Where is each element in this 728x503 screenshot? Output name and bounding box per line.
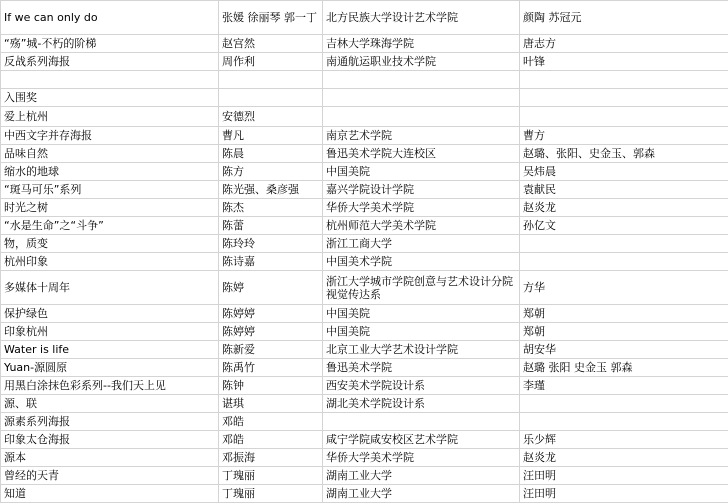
advisor-cell[interactable]: 胡安华	[520, 341, 728, 359]
table-row	[1, 271, 728, 305]
advisor-cell[interactable]: 吴炜晨	[520, 163, 728, 181]
author-cell[interactable]: 曹凡	[219, 127, 323, 145]
school-cell[interactable]: 咸宁学院咸安校区艺术学院	[323, 431, 520, 449]
author-cell[interactable]: 丁瑰丽	[219, 485, 323, 503]
school-cell[interactable]: 西安美术学院设计系	[323, 377, 520, 395]
work-title-cell[interactable]: 入围奖	[1, 89, 219, 107]
author-cell[interactable]	[219, 71, 323, 89]
advisor-cell[interactable]	[520, 413, 728, 431]
work-title-cell[interactable]: If we can only do	[1, 1, 219, 35]
table-row	[1, 431, 728, 449]
table-row	[1, 235, 728, 253]
table-row	[1, 35, 728, 53]
table-row	[1, 485, 728, 503]
advisor-cell[interactable]: 郑朝	[520, 323, 728, 341]
advisor-cell[interactable]: 方华	[520, 271, 728, 305]
author-cell[interactable]: 陈晨	[219, 145, 323, 163]
school-cell[interactable]: 浙江工商大学	[323, 235, 520, 253]
table-row	[1, 377, 728, 395]
advisor-cell[interactable]: 颜陶 苏冠元	[520, 1, 728, 35]
school-cell[interactable]: 中国美院	[323, 323, 520, 341]
school-cell[interactable]: 南通航运职业技术学院	[323, 53, 520, 71]
advisor-cell[interactable]: 赵炎龙	[520, 449, 728, 467]
school-cell[interactable]: 中国美术学院	[323, 253, 520, 271]
work-title-cell[interactable]: 爱上杭州	[1, 107, 219, 127]
school-cell[interactable]: 湖南工业大学	[323, 467, 520, 485]
work-title-cell[interactable]: 源、联	[1, 395, 219, 413]
advisor-cell[interactable]: 叶锋	[520, 53, 728, 71]
work-title-cell[interactable]: Yuan-源圆原	[1, 359, 219, 377]
author-cell[interactable]: 陈蕾	[219, 217, 323, 235]
work-title-cell[interactable]: Water is life	[1, 341, 219, 359]
author-cell[interactable]: 陈方	[219, 163, 323, 181]
advisor-cell[interactable]	[520, 235, 728, 253]
advisor-cell[interactable]	[520, 71, 728, 89]
table-row	[1, 413, 728, 431]
advisor-cell[interactable]	[520, 253, 728, 271]
table-row	[1, 1, 728, 35]
advisor-cell[interactable]: 曹方	[520, 127, 728, 145]
work-title-cell[interactable]: 多媒体十周年	[1, 271, 219, 305]
school-cell[interactable]: 中国美院	[323, 305, 520, 323]
work-title-cell[interactable]: 物，质变	[1, 235, 219, 253]
advisor-cell[interactable]: 乐少辉	[520, 431, 728, 449]
work-title-cell[interactable]: “斑马可乐”系列	[1, 181, 219, 199]
author-cell[interactable]: 张媛 徐丽琴 郭一丁	[219, 1, 323, 35]
author-cell[interactable]: 邓振海	[219, 449, 323, 467]
school-cell[interactable]	[323, 107, 520, 127]
school-cell[interactable]: 华侨大学美术学院	[323, 449, 520, 467]
author-cell[interactable]: 丁瑰丽	[219, 467, 323, 485]
table-row	[1, 305, 728, 323]
school-cell[interactable]	[323, 89, 520, 107]
advisor-cell[interactable]: 孙亿文	[520, 217, 728, 235]
school-cell[interactable]: 湖南工业大学	[323, 485, 520, 503]
school-cell[interactable]	[323, 71, 520, 89]
table-row	[1, 71, 728, 89]
school-cell[interactable]: 华侨大学美术学院	[323, 199, 520, 217]
table-row	[1, 127, 728, 145]
author-cell[interactable]: 陈婷	[219, 271, 323, 305]
advisor-cell[interactable]	[520, 395, 728, 413]
table-row	[1, 323, 728, 341]
table-row	[1, 217, 728, 235]
school-cell[interactable]: 北京工业大学艺术设计学院	[323, 341, 520, 359]
table-row	[1, 253, 728, 271]
table-row	[1, 53, 728, 71]
school-cell[interactable]	[323, 413, 520, 431]
school-cell[interactable]: 中国美院	[323, 163, 520, 181]
school-cell[interactable]: 杭州师范大学美术学院	[323, 217, 520, 235]
work-title-cell[interactable]: 源本	[1, 449, 219, 467]
work-title-cell[interactable]: 杭州印象	[1, 253, 219, 271]
school-cell[interactable]: 湖北美术学院设计系	[323, 395, 520, 413]
author-cell[interactable]: 邓皓	[219, 431, 323, 449]
table-row	[1, 449, 728, 467]
work-title-cell[interactable]: 缩水的地球	[1, 163, 219, 181]
advisor-cell[interactable]: 袁献民	[520, 181, 728, 199]
work-title-cell[interactable]: 源素系列海报	[1, 413, 219, 431]
work-title-cell[interactable]: 知道	[1, 485, 219, 503]
advisor-cell[interactable]: 李瑾	[520, 377, 728, 395]
table-row	[1, 199, 728, 217]
advisor-cell[interactable]: 汪田明	[520, 485, 728, 503]
work-title-cell[interactable]: 印象太仓海报	[1, 431, 219, 449]
school-cell[interactable]: 嘉兴学院设计学院	[323, 181, 520, 199]
table-row	[1, 107, 728, 127]
school-cell[interactable]: 鲁迅美术学院大连校区	[323, 145, 520, 163]
table-row	[1, 395, 728, 413]
author-cell[interactable]: 陈杰	[219, 199, 323, 217]
table-row	[1, 145, 728, 163]
author-cell[interactable]: 陈钟	[219, 377, 323, 395]
advisor-cell[interactable]: 赵炎龙	[520, 199, 728, 217]
author-cell[interactable]	[219, 89, 323, 107]
school-cell[interactable]: 北方民族大学设计艺术学院	[323, 1, 520, 35]
work-title-cell[interactable]: “水是生命”之“斗争”	[1, 217, 219, 235]
advisor-cell[interactable]: 赵璐 张阳 史金玉 郭森	[520, 359, 728, 377]
work-title-cell[interactable]: 中西文字并存海报	[1, 127, 219, 145]
work-title-cell[interactable]: 保护绿色	[1, 305, 219, 323]
table-row	[1, 467, 728, 485]
author-cell[interactable]: 安德烈	[219, 107, 323, 127]
work-title-cell[interactable]	[1, 71, 219, 89]
school-cell[interactable]: 浙江大学城市学院创意与艺术设计分院视觉传达系	[323, 271, 520, 305]
work-title-cell[interactable]: “殇”城-不朽的阶梯	[1, 35, 219, 53]
author-cell[interactable]: 陈婷婷	[219, 323, 323, 341]
author-cell[interactable]: 谌琪	[219, 395, 323, 413]
work-title-cell[interactable]: 用黑白涂抹色彩系列--我们天上见	[1, 377, 219, 395]
author-cell[interactable]: 周作利	[219, 53, 323, 71]
work-title-cell[interactable]: 反战系列海报	[1, 53, 219, 71]
author-cell[interactable]: 邓皓	[219, 413, 323, 431]
school-cell[interactable]: 吉林大学珠海学院	[323, 35, 520, 53]
school-cell[interactable]: 南京艺术学院	[323, 127, 520, 145]
advisor-cell[interactable]	[520, 107, 728, 127]
table-row	[1, 341, 728, 359]
advisor-cell[interactable]: 赵璐、张阳、史金玉、郭森	[520, 145, 728, 163]
author-cell[interactable]: 陈光强、桑彦强	[219, 181, 323, 199]
work-title-cell[interactable]: 品味自然	[1, 145, 219, 163]
author-cell[interactable]: 陈诗嘉	[219, 253, 323, 271]
table-row	[1, 359, 728, 377]
author-cell[interactable]: 陈禹竹	[219, 359, 323, 377]
advisor-cell[interactable]: 郑朝	[520, 305, 728, 323]
author-cell[interactable]: 赵宫然	[219, 35, 323, 53]
table-body	[1, 1, 728, 503]
table-row	[1, 181, 728, 199]
author-cell[interactable]: 陈玲玲	[219, 235, 323, 253]
table-row	[1, 89, 728, 107]
advisor-cell[interactable]: 汪田明	[520, 467, 728, 485]
work-title-cell[interactable]: 印象杭州	[1, 323, 219, 341]
advisor-cell[interactable]: 唐志方	[520, 35, 728, 53]
author-cell[interactable]: 陈婷婷	[219, 305, 323, 323]
school-cell[interactable]: 鲁迅美术学院	[323, 359, 520, 377]
advisor-cell[interactable]	[520, 89, 728, 107]
author-cell[interactable]: 陈新爱	[219, 341, 323, 359]
work-title-cell[interactable]: 曾经的天青	[1, 467, 219, 485]
table-row	[1, 163, 728, 181]
work-title-cell[interactable]: 时光之树	[1, 199, 219, 217]
